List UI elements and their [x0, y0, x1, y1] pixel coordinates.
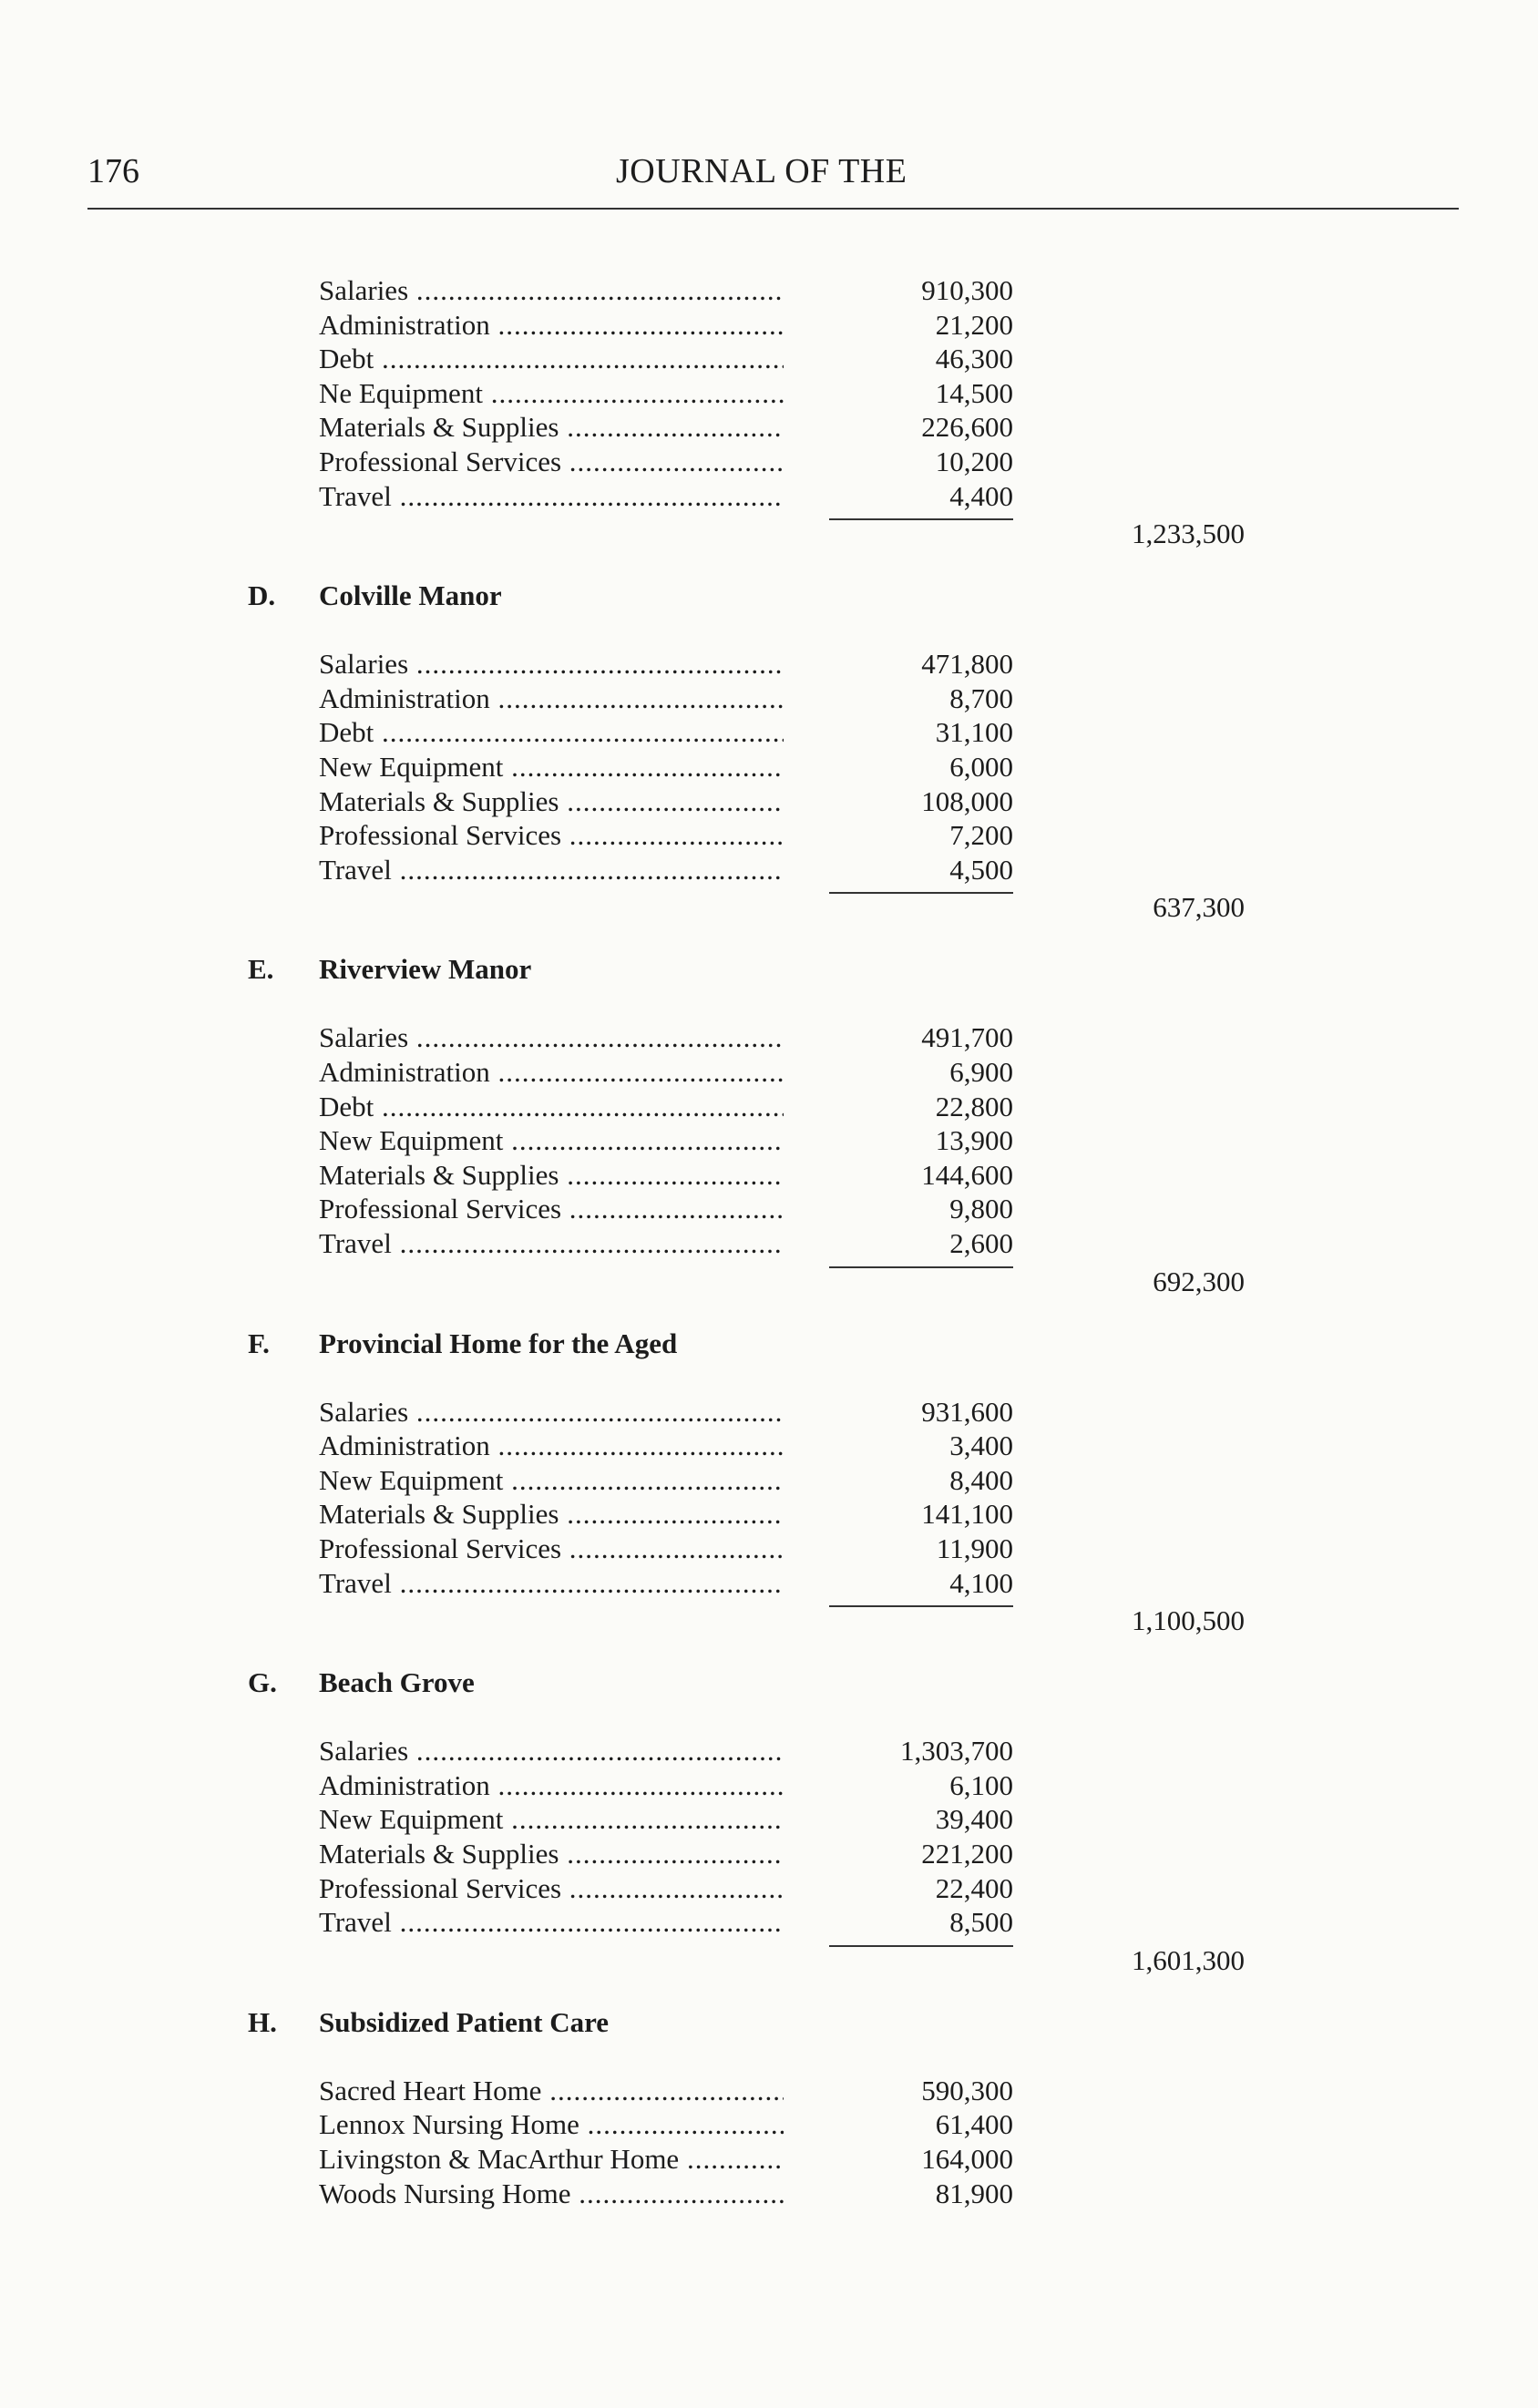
subtotal-rule [829, 1945, 1013, 1947]
line-item [0, 479, 1538, 514]
line-item-amount: 144,600 [921, 1158, 1013, 1191]
section-letter: F. [248, 1327, 270, 1359]
line-item-amount: 4,500 [949, 853, 1013, 886]
line-item-amount: 8,700 [949, 681, 1013, 714]
line-item-label: Debt ..... [319, 715, 784, 750]
line-item-amount: 164,000 [921, 2143, 1013, 2175]
header-rule [87, 208, 1459, 210]
line-item-amount: 81,900 [935, 2177, 1013, 2209]
line-item-label: Administration ..... [319, 1768, 784, 1803]
line-item [0, 1734, 1538, 1768]
line-item-amount: 590,300 [921, 2074, 1013, 2106]
line-item [0, 1532, 1538, 1566]
line-item-label: Salaries ..... [319, 1734, 784, 1768]
line-item [0, 1497, 1538, 1532]
section-total: 1,100,500 [1132, 1604, 1245, 1637]
line-item-label: New Equipment ..... [319, 750, 784, 784]
line-item-label: Professional Services ..... [319, 1532, 784, 1566]
line-item-label: New Equipment ..... [319, 1123, 784, 1158]
line-item [0, 273, 1538, 308]
line-item-amount: 471,800 [921, 648, 1013, 681]
subtotal-rule [829, 1266, 1013, 1268]
line-item-label: Professional Services ..... [319, 818, 784, 853]
line-item [0, 342, 1538, 376]
line-item-label: Administration ..... [319, 1429, 784, 1463]
line-item [0, 647, 1538, 681]
page-number: 176 [87, 152, 139, 190]
section-title: Subsidized Patient Care [319, 2005, 610, 2038]
line-item [0, 1871, 1538, 1906]
line-item-amount: 8,500 [949, 1906, 1013, 1939]
line-item-label: Materials & Supplies ..... [319, 410, 784, 445]
line-item [0, 410, 1538, 445]
line-item [0, 784, 1538, 819]
line-item-amount: 931,600 [921, 1395, 1013, 1428]
line-item [0, 376, 1538, 411]
line-item [0, 1395, 1538, 1429]
line-item [0, 1020, 1538, 1055]
line-item-label: Livingston & MacArthur Home ..... [319, 2142, 784, 2177]
section-title: Riverview Manor [319, 953, 532, 986]
line-item-label: Professional Services ..... [319, 1192, 784, 1226]
subtotal-rule [829, 1605, 1013, 1607]
line-item-label: Travel ..... [319, 1905, 784, 1940]
line-item-label: Salaries ..... [319, 273, 784, 308]
line-item-amount: 6,000 [949, 751, 1013, 783]
section-letter: E. [248, 953, 274, 986]
line-item [0, 1463, 1538, 1498]
line-item-label: Materials & Supplies ..... [319, 1837, 784, 1871]
line-item-amount: 3,400 [949, 1429, 1013, 1462]
line-item-amount: 226,600 [921, 411, 1013, 444]
line-item-amount: 141,100 [921, 1498, 1013, 1531]
section-total: 1,233,500 [1132, 517, 1245, 550]
section-title: Colville Manor [319, 579, 502, 612]
section-total: 692,300 [1153, 1265, 1245, 1297]
line-item-amount: 491,700 [921, 1021, 1013, 1054]
section-total: 637,300 [1153, 891, 1245, 924]
line-item-label: Lennox Nursing Home ..... [319, 2107, 784, 2142]
line-item-amount: 10,200 [935, 446, 1013, 477]
line-item [0, 1055, 1538, 1090]
line-item [0, 1905, 1538, 1940]
line-item [0, 1090, 1538, 1124]
section-total: 1,601,300 [1132, 1943, 1245, 1976]
line-item-label: Debt ..... [319, 342, 784, 376]
line-item [0, 715, 1538, 750]
line-item-amount: 4,100 [949, 1566, 1013, 1599]
line-item-label: Salaries ..... [319, 1395, 784, 1429]
subtotal-rule [829, 518, 1013, 520]
line-item-amount: 61,400 [935, 2108, 1013, 2141]
line-item-amount: 1,303,700 [900, 1735, 1013, 1768]
line-item [0, 1768, 1538, 1803]
line-item-label: Salaries ..... [319, 647, 784, 681]
line-item [0, 1123, 1538, 1158]
line-item [0, 1192, 1538, 1226]
line-item-label: Materials & Supplies ..... [319, 1497, 784, 1532]
line-item [0, 1802, 1538, 1837]
running-header-title: JOURNAL OF THE [616, 152, 907, 190]
line-item [0, 681, 1538, 716]
line-item [0, 2142, 1538, 2177]
line-item [0, 1226, 1538, 1261]
line-item-amount: 22,800 [935, 1090, 1013, 1122]
line-item [0, 750, 1538, 784]
line-item-amount: 2,600 [949, 1227, 1013, 1259]
section-title: Provincial Home for the Aged [319, 1327, 678, 1359]
subtotal-rule [829, 892, 1013, 894]
section-letter: D. [248, 579, 276, 612]
line-item-amount: 910,300 [921, 274, 1013, 306]
line-item-amount: 8,400 [949, 1463, 1013, 1496]
line-item-label: Administration ..... [319, 1055, 784, 1090]
line-item-label: Travel ..... [319, 1226, 784, 1261]
line-item [0, 445, 1538, 479]
section-letter: G. [248, 1666, 277, 1699]
line-item-label: Salaries ..... [319, 1020, 784, 1055]
line-item-label: New Equipment ..... [319, 1463, 784, 1498]
line-item-label: Sacred Heart Home ..... [319, 2074, 784, 2108]
line-item [0, 1566, 1538, 1601]
line-item-label: Administration ..... [319, 681, 784, 716]
line-item-label: Materials & Supplies ..... [319, 784, 784, 819]
line-item-amount: 31,100 [935, 716, 1013, 749]
line-item [0, 2107, 1538, 2142]
line-item-label: Travel ..... [319, 853, 784, 887]
line-item-amount: 221,200 [921, 1838, 1013, 1870]
line-item-amount: 4,400 [949, 479, 1013, 512]
line-item-amount: 6,100 [949, 1768, 1013, 1801]
section-title: Beach Grove [319, 1666, 475, 1699]
line-item-label: Travel ..... [319, 479, 784, 514]
line-item [0, 2074, 1538, 2108]
line-item-amount: 13,900 [935, 1124, 1013, 1157]
line-item-amount: 22,400 [935, 1871, 1013, 1904]
line-item-amount: 39,400 [935, 1803, 1013, 1836]
line-item-label: Travel ..... [319, 1566, 784, 1601]
line-item-label: Debt ..... [319, 1090, 784, 1124]
line-item-label: Administration ..... [319, 308, 784, 343]
line-item-amount: 46,300 [935, 343, 1013, 375]
line-item-label: Woods Nursing Home ..... [319, 2177, 784, 2211]
line-item [0, 2177, 1538, 2211]
line-item [0, 853, 1538, 887]
line-item-amount: 9,800 [949, 1193, 1013, 1225]
line-item-amount: 108,000 [921, 784, 1013, 817]
section-letter: H. [248, 2005, 277, 2038]
line-item [0, 1429, 1538, 1463]
line-item-amount: 6,900 [949, 1056, 1013, 1088]
line-item [0, 818, 1538, 853]
line-item-amount: 11,900 [936, 1532, 1013, 1564]
line-item-label: Professional Services ..... [319, 445, 784, 479]
line-item-label: Professional Services ..... [319, 1871, 784, 1906]
line-item-label: Ne Equipment ..... [319, 376, 784, 411]
line-item-amount: 7,200 [949, 819, 1013, 852]
line-item-amount: 14,500 [935, 376, 1013, 409]
line-item [0, 1158, 1538, 1193]
line-item [0, 308, 1538, 343]
line-item-label: New Equipment ..... [319, 1802, 784, 1837]
line-item-label: Materials & Supplies ..... [319, 1158, 784, 1193]
line-item-amount: 21,200 [935, 308, 1013, 341]
line-item [0, 1837, 1538, 1871]
